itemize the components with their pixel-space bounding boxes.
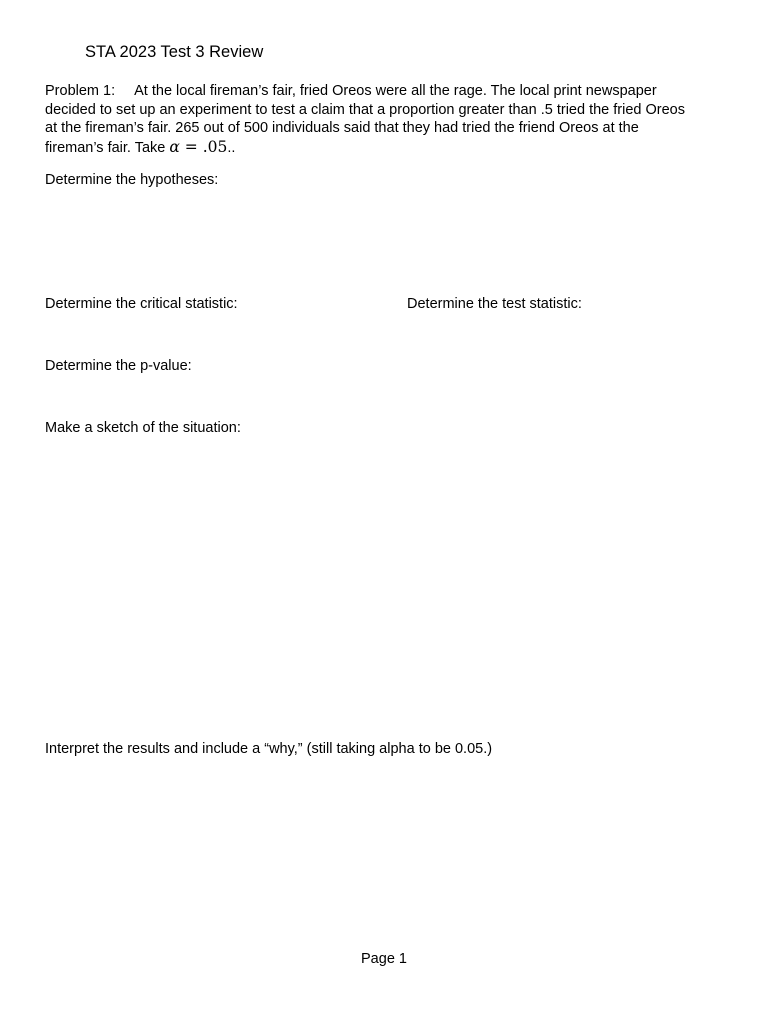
problem-1-text [45,82,735,157]
problem-text-line-3: at the fireman’s fair. 265 out of 500 individuals said that they had tried the friend Oreos at the [45,120,639,136]
problem-text-line-4: fireman’s fair. Take [45,139,170,156]
problem-line-4 [45,138,735,158]
problem-text-line-1: At the local fireman’s fair, fried Oreos were all the rage. The local print newspaper [134,83,657,99]
problem-label: Problem 1: [45,83,116,99]
problem-text-line-2: decided to set up an experiment to test a claim that a proportion greater than .5 tried the fried Oreos [45,101,685,118]
prompt-test-statistic: Determine the test statistic: [407,296,582,312]
prompt-sketch: Make a sketch of the situation: [45,420,241,436]
page-title: STA 2023 Test 3 Review [85,43,264,61]
page-number: Page 1 [361,951,407,967]
prompt-hypotheses: Determine the hypotheses: [45,172,219,188]
alpha-symbol: α [169,137,180,156]
problem-line-1 [45,82,735,101]
alpha-value: .05 [202,137,228,156]
prompt-interpret: Interpret the results and include a “why,” (still taking alpha to be 0.05.) [45,741,493,757]
prompt-critical-statistic: Determine the critical statistic: [45,296,238,312]
alpha-equals: = [179,137,203,156]
page-footer [0,950,768,968]
problem-line-4-suffix: .. [227,139,236,156]
prompt-p-value: Determine the p-value: [45,358,192,374]
alpha-equation [169,138,227,156]
